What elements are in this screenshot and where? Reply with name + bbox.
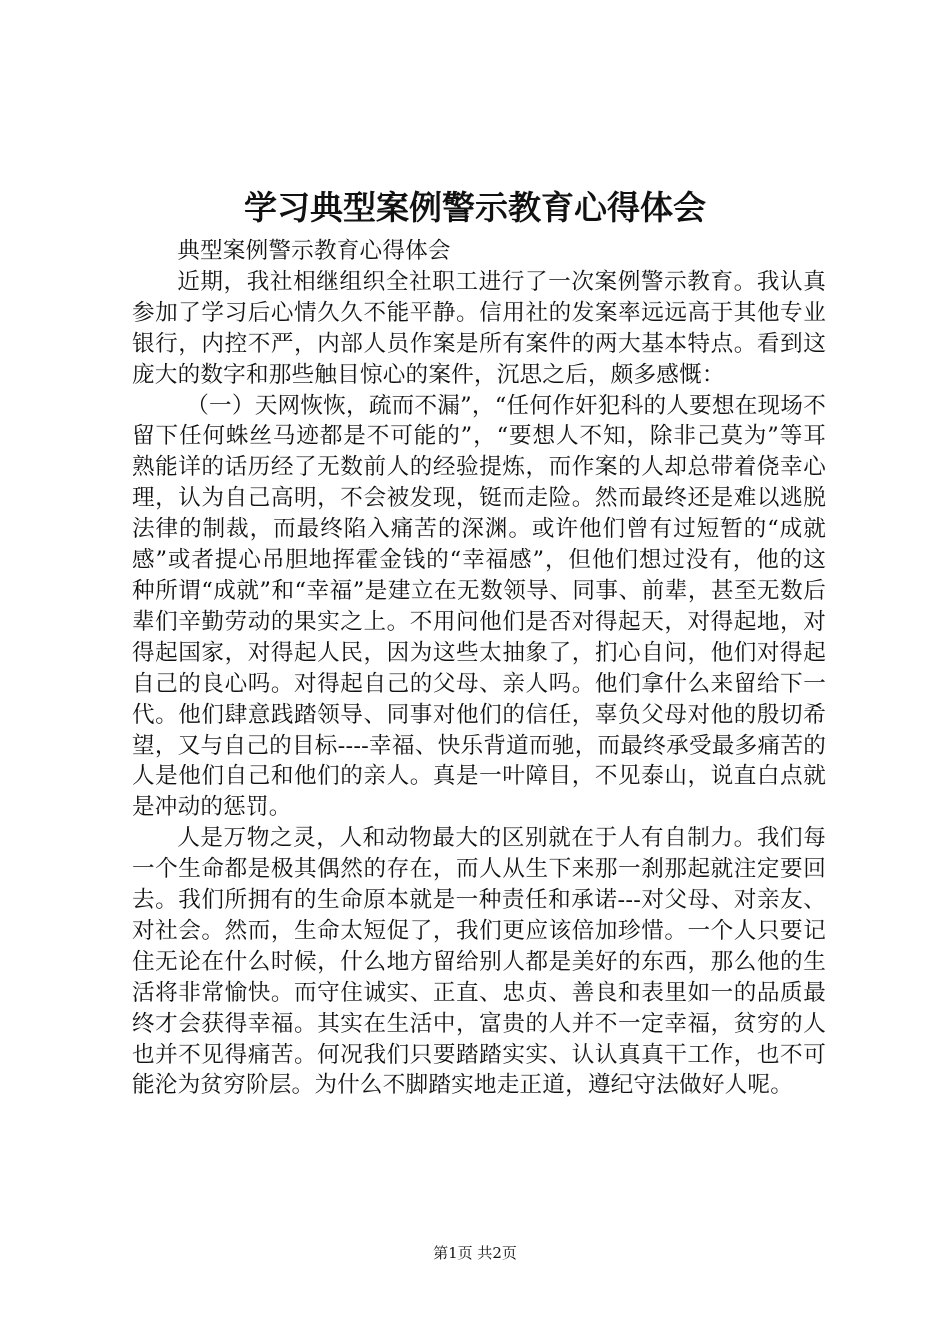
subtitle-paragraph: 典型案例警示教育心得体会 [177,238,451,264]
body-paragraph: （一）天网恢恢，疏而不漏”，“任何作奸犯科的人要想在现场不留下任何蛛丝马迹都是不可能的”，“要想人不知，除非己莫为”等耳熟能详的话历经了无数前人的经验提炼，而作案的人却总带着侥幸心理，认为自己高明，不会被发现，铤而走险。然而最终还是难以逃脱法律的制裁，而最终陷入痛苦的深渊。或许他们曾有过短暂的“成就感”或者提心吊胆地挥霍金钱的“幸福感”，但他们想过没有，他的这种所谓“成就”和“幸福”是建立在无数领导、同事、前辈，甚至无数后辈们辛勤劳动的果实之上。不用问他们是否对得起天，对得起地，对得起国家，对得起人民，因为这些太抽象了，扪心自问，他们对得起自己的良心吗。对得起自己的父母、亲人吗。他们拿什么来留给下一代。他们肆意践踏领导、同事对他们的信任，辜负父母对他的殷切希望，又与自己的目标----幸福、快乐背道而驰，而最终承受最多痛苦的人是他们自己和他们的亲人。真是一叶障目，不见泰山，说直白点就是冲动的惩罚。 [132,392,826,821]
document-title: 学习典型案例警示教育心得体会 [244,188,706,227]
body-paragraph: 人是万物之灵，人和动物最大的区别就在于人有自制力。我们每一个生命都是极其偶然的存在，而人从生下来那一刹那起就注定要回去。我们所拥有的生命原本就是一种责任和承诺---对父母、对亲友、对社会。然而，生命太短促了，我们更应该倍加珍惜。一个人只要记住无论在什么时候，什么地方留给别人都是美好的东西，那么他的生活将非常愉快。而守住诚实、正直、忠贞、善良和表里如一的品质最终才会获得幸福。其实在生活中，富贵的人并不一定幸福，贫穷的人也并不见得痛苦。何况我们只要踏踏实实、认认真真干工作，也不可能沦为贫穷阶层。为什么不脚踏实地走正道，遵纪守法做好人呢。 [132,825,826,1099]
page-footer: 第1页 共2页 [433,1244,517,1262]
body-paragraph: 近期，我社相继组织全社职工进行了一次案例警示教育。我认真参加了学习后心情久久不能平静。信用社的发案率远远高于其他专业银行，内控不严，内部人员作案是所有案件的两大基本特点。看到这庞大的数字和那些触目惊心的案件，沉思之后，颇多感慨： [132,268,826,388]
document-body [132,236,826,1101]
